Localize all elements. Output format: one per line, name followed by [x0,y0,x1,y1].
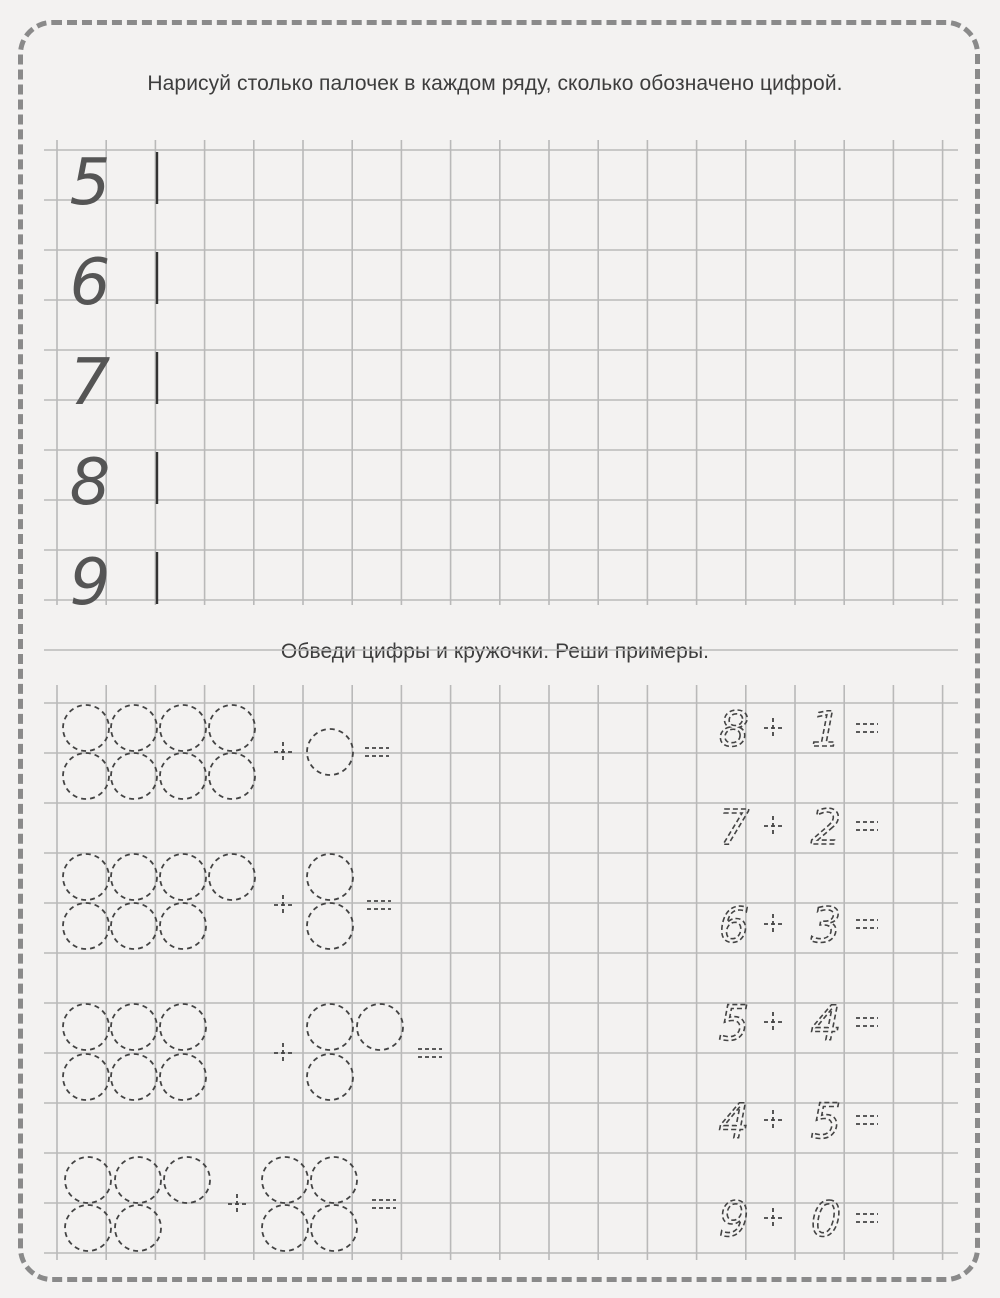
dashed-circle [115,1205,161,1251]
dashed-circle [307,729,353,775]
dashed-circle [160,1054,206,1100]
traceable-digit: 1 [810,702,842,758]
dashed-circle [65,1157,111,1203]
dashed-circle [63,1004,109,1050]
row-number: 8 [69,446,111,520]
dashed-circle [63,903,109,949]
dashed-circle [307,1004,353,1050]
dashed-circle [160,1004,206,1050]
dashed-circle [307,1054,353,1100]
dashed-circle [111,854,157,900]
dashed-circle [307,854,353,900]
task2-instruction: Обведи цифры и кружочки. Реши примеры. [280,640,710,663]
dashed-circle [357,1004,403,1050]
traceable-digit: 0 [810,1192,842,1248]
traceable-digit: 4 [718,1094,750,1150]
dashed-circle [160,854,206,900]
traceable-digit: 4 [810,996,842,1052]
traceable-digit: 6 [718,898,750,954]
dashed-circle [111,1004,157,1050]
dashed-circle [209,705,255,751]
traceable-digit: 5 [718,996,750,1052]
dashed-circle [63,753,109,799]
dashed-circle [307,903,353,949]
dashed-circle [63,1054,109,1100]
dashed-circle [115,1157,161,1203]
dashed-circle [63,705,109,751]
traceable-digit: 3 [810,898,842,954]
dashed-circle [111,903,157,949]
dashed-circle [111,753,157,799]
traceable-digit: 8 [718,702,750,758]
row-number: 5 [69,146,111,220]
row-number: 9 [69,546,111,620]
dashed-circle [311,1205,357,1251]
dashed-circle [65,1205,111,1251]
traceable-digit: 5 [810,1094,842,1150]
dashed-circle [209,854,255,900]
task1-instruction: Нарисуй столько палочек в каждом ряду, сколько обозначено цифрой. [147,72,843,95]
dashed-circle [262,1205,308,1251]
row-number: 7 [69,346,111,420]
dashed-circle [262,1157,308,1203]
dashed-circle [311,1157,357,1203]
dashed-circle [160,705,206,751]
dashed-circle [209,753,255,799]
traceable-digit: 9 [718,1192,750,1248]
dashed-circle [111,705,157,751]
dashed-circle [160,903,206,949]
row-number: 6 [69,246,111,320]
dashed-circle [160,753,206,799]
dashed-circle [164,1157,210,1203]
dashed-circle [111,1054,157,1100]
traceable-digit: 7 [718,800,750,856]
dashed-circle [63,854,109,900]
traceable-digit: 2 [810,800,842,856]
